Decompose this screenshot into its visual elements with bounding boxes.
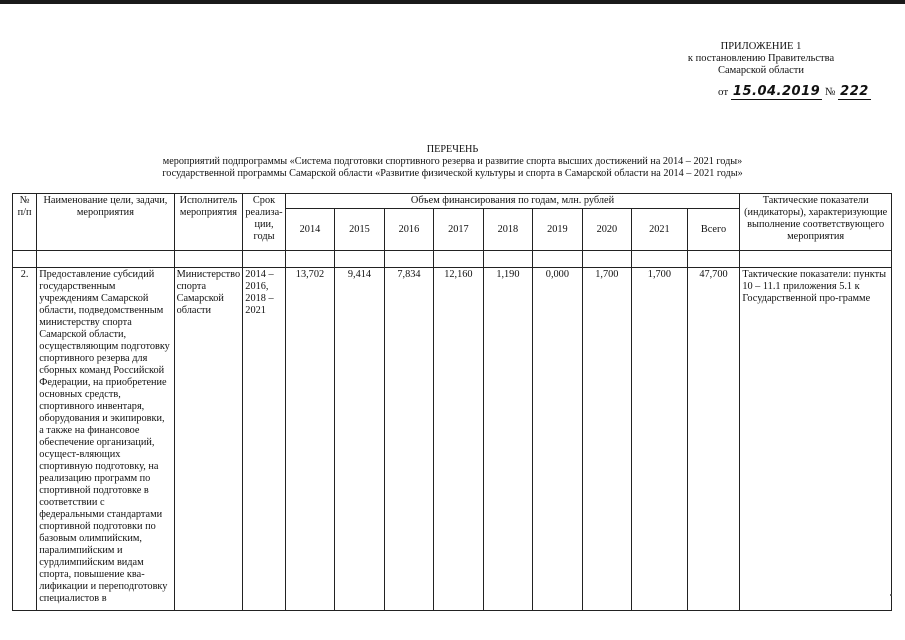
appendix-line: ПРИЛОЖЕНИЕ 1 bbox=[720, 41, 802, 52]
title-heading: ПЕРЕЧЕНЬ bbox=[426, 144, 479, 155]
row-value-total: 47,700 bbox=[687, 268, 740, 611]
decree-reference bbox=[718, 84, 871, 99]
year-header: 2014 bbox=[285, 209, 334, 251]
appendix-note bbox=[661, 41, 861, 77]
document-title bbox=[0, 144, 905, 180]
decree-number-label: № bbox=[824, 86, 836, 98]
row-number: 2. bbox=[13, 268, 37, 611]
row-value-2018: 1,190 bbox=[483, 268, 532, 611]
decree-number: 222 bbox=[840, 84, 869, 99]
row-value-2015: 9,414 bbox=[335, 268, 384, 611]
appendix-line: Самарской области bbox=[718, 65, 804, 76]
table-row bbox=[13, 268, 892, 611]
col-header-executor: Исполнитель мероприятия bbox=[174, 194, 243, 251]
appendix-line: к постановлению Правительства bbox=[687, 53, 835, 64]
year-header: 2015 bbox=[335, 209, 384, 251]
title-line-program: государственной программы Самарской области «Развитие физической культуры и спорта в Самарской области на 2014 – 2021 годы» bbox=[162, 168, 743, 179]
year-header: 2020 bbox=[582, 209, 631, 251]
col-header-no: № п/п bbox=[13, 194, 37, 251]
year-header: 2018 bbox=[483, 209, 532, 251]
table-header-row bbox=[13, 194, 892, 209]
row-value-2019: 0,000 bbox=[533, 268, 582, 611]
decree-prefix: от bbox=[718, 86, 729, 98]
row-value-2014: 13,702 bbox=[285, 268, 334, 611]
row-indicators: Тактические показатели: пункты 10 – 11.1 приложения 5.1 к Государственной про-грамме bbox=[740, 268, 892, 611]
row-executor: Министерство спорта Самарской области bbox=[174, 268, 243, 611]
total-header: Всего bbox=[687, 209, 740, 251]
year-header: 2017 bbox=[434, 209, 483, 251]
row-value-2016: 7,834 bbox=[384, 268, 433, 611]
scan-speck bbox=[890, 594, 892, 596]
row-value-2017: 12,160 bbox=[434, 268, 483, 611]
row-measure-name: Предоставление субсидий государственным учреждениям Самарской области, подведомственным министерству спорта Самарской области, осуществляющим подготовку спортивного резерва для сборных команд Российской Федерации, на приобретение основных средств, спортивного инвентаря, оборудования и экипировки, а также на финансовое обеспечение организаций, осущест-вляющих спортивную подготовку, на реализацию программ по спортивной подготовке в соответствии с федеральными стандартами спортивной подготовки по базовым олимпийским, паралимпийским и сурдлимпийским видам спорта, повышение ква-лификации и переподготовку специалистов в bbox=[37, 268, 174, 611]
col-header-term: Срок реализа-ции, годы bbox=[243, 194, 285, 251]
row-value-2021: 1,700 bbox=[632, 268, 688, 611]
title-line-subprogram: мероприятий подпрограммы «Система подготовки спортивного резерва и развитие спорта высших достижений на 2014 – 2021 годы» bbox=[162, 156, 743, 167]
top-edge-bar bbox=[0, 0, 905, 4]
decree-date: 15.04.2019 bbox=[732, 84, 821, 99]
year-header: 2016 bbox=[384, 209, 433, 251]
row-value-2020: 1,700 bbox=[582, 268, 631, 611]
spacer-row bbox=[13, 251, 892, 268]
col-header-indicators: Тактические показатели (индикаторы), характеризующие выполнение соответствующего мероприятия bbox=[740, 194, 892, 251]
year-header: 2019 bbox=[533, 209, 582, 251]
year-header: 2021 bbox=[632, 209, 688, 251]
measures-table bbox=[12, 193, 892, 611]
col-header-name: Наименование цели, задачи, мероприятия bbox=[37, 194, 174, 251]
row-term: 2014 – 2016, 2018 – 2021 bbox=[243, 268, 285, 611]
col-header-funding: Объем финансирования по годам, млн. рублей bbox=[285, 194, 740, 209]
